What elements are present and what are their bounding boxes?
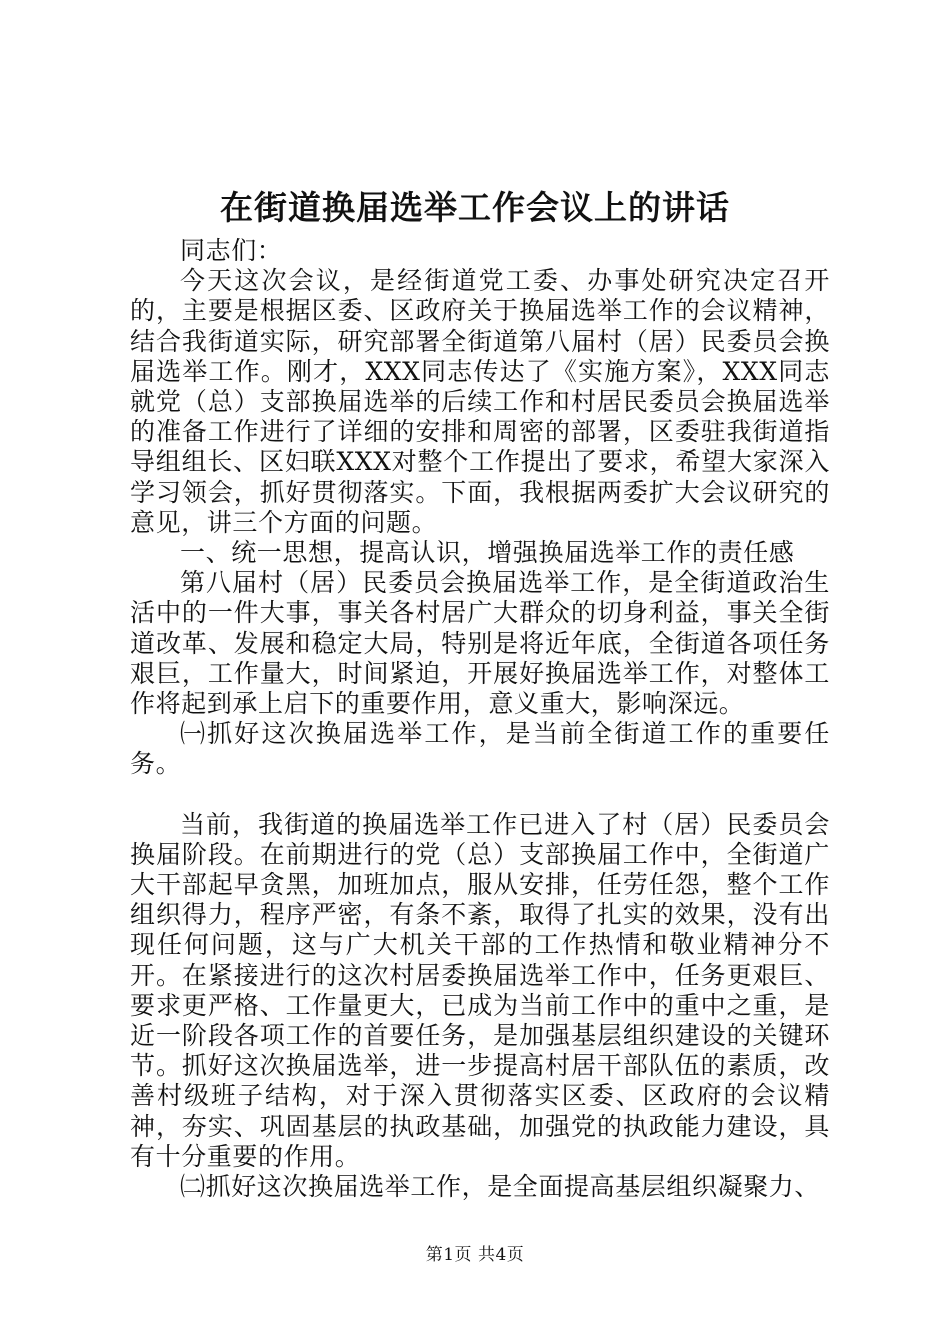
document-body (130, 236, 830, 1202)
subheading-2: ㈡抓好这次换届选举工作，是全面提高基层组织凝聚力、 (180, 1172, 821, 1202)
paragraph-significance: 第八届村（居）民委员会换届选举工作，是全街道政治生活中的一件大事，事关各村居广大群众的切身利益，事关全街道改革、发展和稳定大局，特别是将近年底，全街道各项任务艰巨，工作量大，时间紧迫，开展好换届选举工作，对整体工作将起到承上启下的重要作用，意义重大，影响深远。 (130, 568, 830, 719)
paragraph-intro: 今天这次会议，是经街道党工委、办事处研究决定召开的，主要是根据区委、区政府关于换届选举工作的会议精神，结合我街道实际，研究部署全街道第八届村（居）民委员会换届选举工作。刚才，XXX同志传达了《实施方案》，XXX同志就党（总）支部换届选举的后续工作和村居民委员会换届选举的准备工作进行了详细的安排和周密的部署，区委驻我街道指导组组长、区妇联XXX对整个工作提出了要求，希望大家深入学习领会，抓好贯彻落实。下面，我根据两委扩大会议研究的意见，讲三个方面的问题。 (130, 266, 830, 537)
document-title: 在街道换届选举工作会议上的讲话 (220, 188, 730, 227)
subheading-1: ㈠抓好这次换届选举工作，是当前全街道工作的重要任务。 (130, 719, 830, 779)
section-heading-1: 一、统一思想，提高认识，增强换届选举工作的责任感 (180, 538, 795, 568)
greeting: 同志们： (180, 236, 283, 265)
page-footer: 第1页 共4页 (425, 1245, 525, 1265)
paragraph-current-stage: 当前，我街道的换届选举工作已进入了村（居）民委员会换届阶段。在前期进行的党（总）支部换届工作中，全街道广大干部起早贪黑，加班加点，服从安排，任劳任怨，整个工作组织得力，程序严密，有条不紊，取得了扎实的效果，没有出现任何问题，这与广大机关干部的工作热情和敬业精神分不开。在紧接进行的这次村居委换届选举工作中，任务更艰巨、要求更严格、工作量更大，已成为当前工作中的重中之重，是近一阶段各项工作的首要任务，是加强基层组织建设的关键环节。抓好这次换届选举，进一步提高村居干部队伍的素质，改善村级班子结构，对于深入贯彻落实区委、区政府的会议精神，夯实、巩固基层的执政基础，加强党的执政能力建设，具有十分重要的作用。 (130, 809, 830, 1171)
